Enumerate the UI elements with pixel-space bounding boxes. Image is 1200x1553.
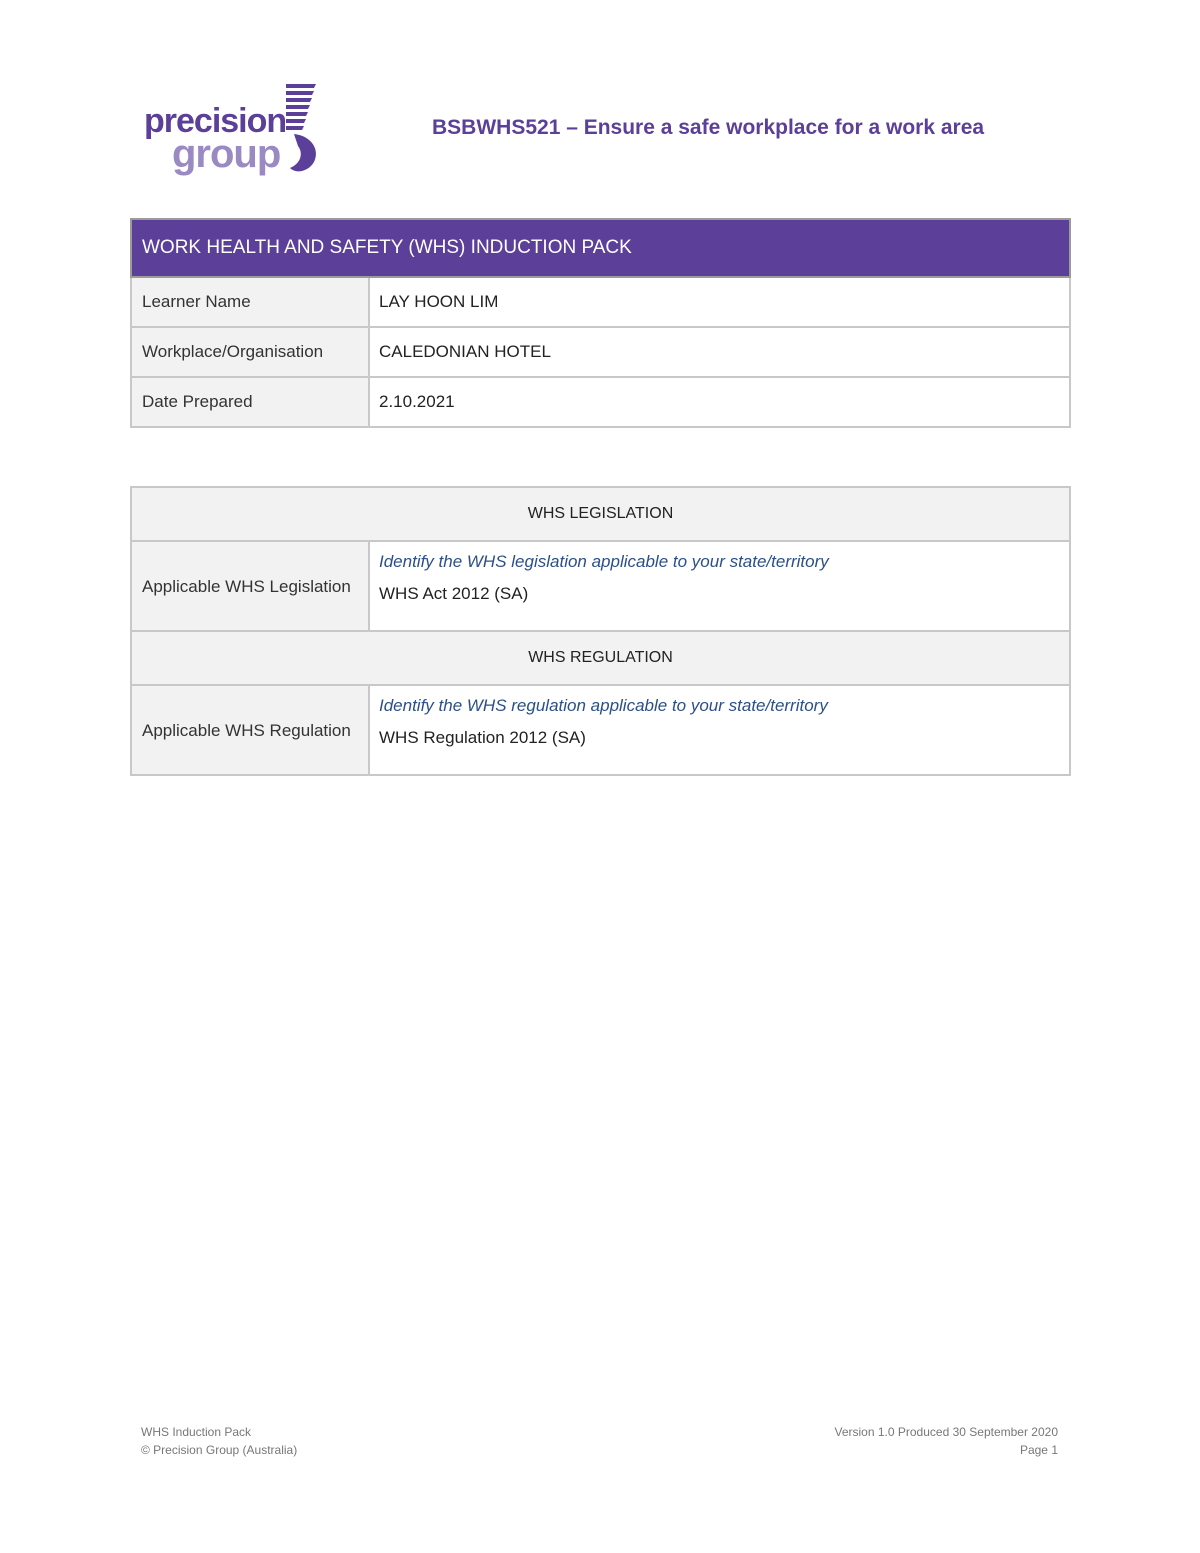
document-title: BSBWHS521 – Ensure a safe workplace for a work area: [432, 116, 985, 139]
learner-name-label: Learner Name: [131, 277, 369, 327]
applicable-legislation-cell: [369, 541, 1070, 631]
induction-pack-heading: WORK HEALTH AND SAFETY (WHS) INDUCTION PACK: [131, 219, 1070, 277]
footer-document-name: WHS Induction Pack: [141, 1425, 252, 1439]
whs-regulation-heading: WHS REGULATION: [131, 631, 1070, 685]
applicable-regulation-cell: [369, 685, 1070, 775]
table-row: [131, 541, 1070, 631]
date-prepared-value: 2.10.2021: [369, 377, 1070, 427]
table-row: [131, 377, 1070, 427]
logo-word-group: group: [172, 132, 281, 176]
legislation-answer: WHS Act 2012 (SA): [379, 584, 529, 603]
table-row: [131, 277, 1070, 327]
regulation-prompt: Identify the WHS regulation applicable to your state/territory: [379, 696, 828, 715]
legislation-prompt: Identify the WHS legislation applicable to your state/territory: [379, 552, 829, 571]
footer-page-number: Page 1: [1019, 1443, 1058, 1457]
workplace-label: Workplace/Organisation: [131, 327, 369, 377]
whs-legislation-table: [130, 486, 1071, 776]
whs-legislation-heading: WHS LEGISLATION: [131, 487, 1070, 541]
footer-version: Version 1.0 Produced 30 September 2020: [834, 1425, 1058, 1439]
footer-right: [835, 1423, 1059, 1459]
date-prepared-label: Date Prepared: [131, 377, 369, 427]
footer-copyright: © Precision Group (Australia): [141, 1443, 298, 1457]
logo-word-precision: precision: [144, 102, 287, 140]
applicable-legislation-label: Applicable WHS Legislation: [131, 541, 369, 631]
workplace-value: CALEDONIAN HOTEL: [369, 327, 1070, 377]
table-row: [131, 327, 1070, 377]
table-row: [131, 685, 1070, 775]
learner-name-value: LAY HOON LIM: [369, 277, 1070, 327]
regulation-answer: WHS Regulation 2012 (SA): [379, 728, 586, 747]
induction-details-table: [130, 218, 1071, 428]
footer-left: [141, 1423, 297, 1459]
precision-group-logo: [144, 84, 324, 180]
applicable-regulation-label: Applicable WHS Regulation: [131, 685, 369, 775]
